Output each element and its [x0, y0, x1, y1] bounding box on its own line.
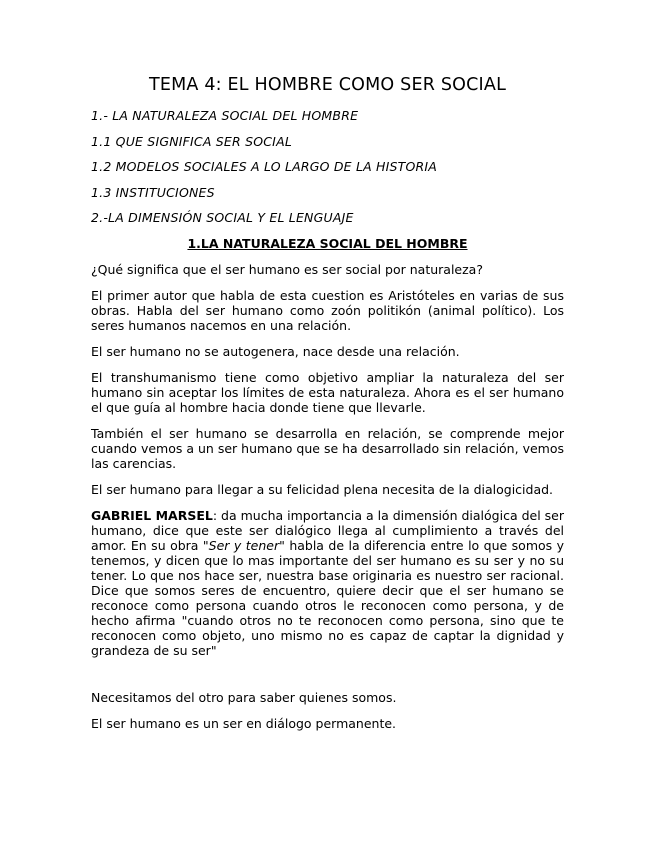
toc-item: 1.1 QUE SIGNIFICA SER SOCIAL — [91, 133, 292, 149]
paragraph: ¿Qué significa que el ser humano es ser social por naturaleza? — [91, 262, 483, 277]
toc-item: 1.3 INSTITUCIONES — [91, 184, 215, 200]
toc-item: 1.- LA NATURALEZA SOCIAL DEL HOMBRE — [91, 108, 359, 123]
author-name: GABRIEL MARSEL — [91, 508, 213, 523]
paragraph-text: : da mucha importancia a la dimensión dialógica del ser humano, dice que este ser dialógico llega al cumplimiento a través del amor. En su obra " — [91, 508, 565, 553]
paragraph: El ser humano es un ser en diálogo permanente. — [91, 716, 397, 731]
paragraph: El primer autor que habla de esta cuestion es Aristóteles en varias de sus obras. Habla del ser humano como zoón politikón (animal político). Los seres humanos nacemos en una relación. — [91, 288, 564, 333]
table-of-contents — [91, 108, 437, 236]
paragraph: Necesitamos del otro para saber quienes somos. — [91, 690, 397, 705]
paragraph: El ser humano no se autogenera, nace desde una relación. — [91, 344, 460, 359]
document-title: TEMA 4: EL HOMBRE COMO SER SOCIAL — [148, 75, 507, 95]
paragraph: El ser humano para llegar a su felicidad plena necesita de la dialogicidad. — [91, 482, 554, 497]
paragraph-text: " habla de la diferencia entre lo que somos y tenemos, y dicen que lo mas importante del ser humano es su ser y no su tener. Lo que nos hace ser, nuestra base originaria es nuestro ser racional. Dice que somos seres de encuentro, quiere decir que el ser humano se reconoce como persona cuando otros le reconocen como persona, y de hecho afirma "cuando otros no te reconocen como persona, sino que te reconocen como objeto, uno mismo no es capaz de captar la dignidad y grandeza de su ser" — [91, 538, 565, 658]
document-body — [91, 262, 564, 742]
book-title: Ser y tener — [208, 538, 280, 553]
toc-item: 2.-LA DIMENSIÓN SOCIAL Y EL LENGUAJE — [91, 210, 354, 225]
paragraph: El transhumanismo tiene como objetivo ampliar la naturaleza del ser humano sin aceptar los límites de esta naturaleza. Ahora es el ser humano el que guía al hombre hacia donde tiene que llevarle. — [91, 370, 564, 415]
paragraph: También el ser humano se desarrolla en relación, se comprende mejor cuando vemos a un ser humano que se ha desarrollado sin relación, vemos las carencias. — [91, 426, 564, 471]
section-heading: 1.LA NATURALEZA SOCIAL DEL HOMBRE — [187, 236, 468, 251]
toc-item: 1.2 MODELOS SOCIALES A LO LARGO DE LA HISTORIA — [91, 159, 438, 174]
paragraph-marsel — [91, 508, 564, 658]
